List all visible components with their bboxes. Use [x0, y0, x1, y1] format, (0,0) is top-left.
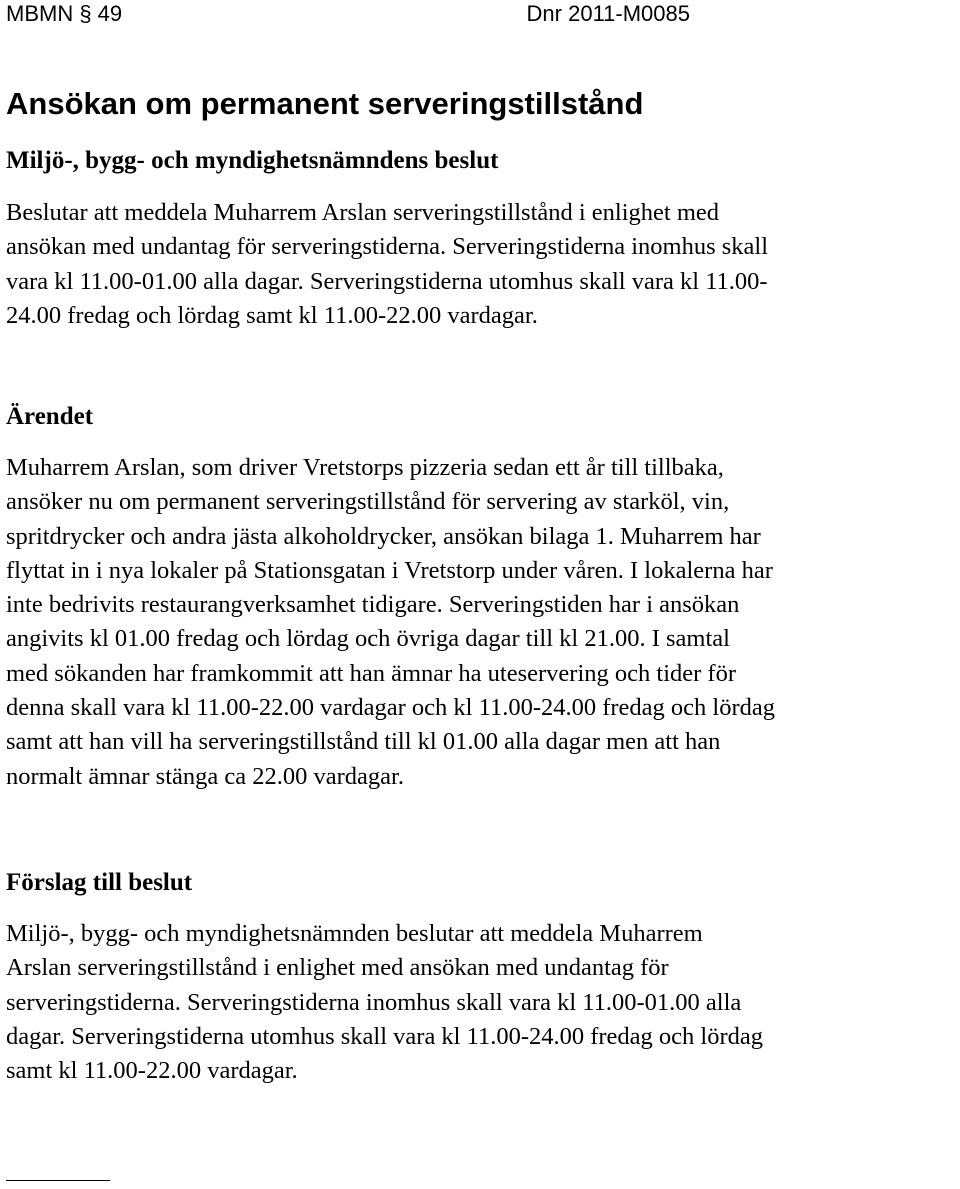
decision-line: ansökan med undantag för serveringstiderna. Serveringstiderna inomhus skall [6, 233, 769, 261]
paragraph-reference: MBMN § 49 [6, 1, 123, 26]
proposal-line: dagar. Serveringstiderna utomhus skall vara kl 11.00-24.00 fredag och lördag [6, 1022, 764, 1050]
proposal-heading: Förslag till beslut [6, 869, 193, 896]
page-header [6, 0, 690, 30]
matter-line: denna skall vara kl 11.00-22.00 vardagar och kl 11.00-24.00 fredag och lördag [6, 694, 776, 722]
proposal-line: Arslan serveringstillstånd i enlighet med ansökan med undantag för [6, 954, 669, 982]
matter-line: med sökanden har framkommit att han ämnar ha uteservering och tider för [6, 659, 736, 687]
decision-line: Beslutar att meddela Muharrem Arslan serveringstillstånd i enlighet med [6, 199, 720, 226]
matter-line: normalt ämnar stänga ca 22.00 vardagar. [6, 762, 404, 790]
decision-line: vara kl 11.00-01.00 alla dagar. Serveringstiderna utomhus skall vara kl 11.00- [6, 267, 768, 295]
matter-line: Muharrem Arslan, som driver Vretstorps pizzeria sedan ett år till tillbaka, [6, 454, 724, 481]
matter-line: flyttat in i nya lokaler på Stationsgatan i Vretstorp under våren. I lokalerna har [6, 556, 773, 584]
matter-line: angivits kl 01.00 fredag och lördag och övriga dagar till kl 21.00. I samtal [6, 625, 730, 653]
proposal-paragraph [6, 917, 763, 1088]
decision-line: 24.00 fredag och lördag samt kl 11.00-22.00 vardagar. [6, 301, 538, 329]
decision-heading: Miljö-, bygg- och myndighetsnämndens beslut [6, 147, 499, 174]
proposal-line: serveringstiderna. Serveringstiderna inomhus skall vara kl 11.00-01.00 alla [6, 988, 742, 1016]
proposal-line: samt kl 11.00-22.00 vardagar. [6, 1057, 298, 1085]
proposal-line: Miljö-, bygg- och myndighetsnämnden beslutar att meddela Muharrem [6, 920, 703, 947]
decision-paragraph [6, 196, 768, 333]
matter-heading: Ärendet [6, 403, 94, 430]
document-title: Ansökan om permanent serveringstillstånd [6, 86, 644, 121]
matter-line: ansöker nu om permanent serveringstillstånd för servering av starköl, vin, [6, 488, 730, 516]
matter-line: samt att han vill ha serveringstillstånd till kl 01.00 alla dagar men att han [6, 728, 721, 756]
diary-number: Dnr 2011-M0085 [526, 1, 690, 26]
matter-line: spritdrycker och andra jästa alkoholdrycker, ansökan bilaga 1. Muharrem har [6, 522, 761, 550]
matter-line: inte bedrivits restaurangverksamhet tidigare. Serveringstiden har i ansökan [6, 591, 740, 619]
matter-paragraph [6, 451, 775, 794]
footnote-separator [6, 1180, 110, 1181]
